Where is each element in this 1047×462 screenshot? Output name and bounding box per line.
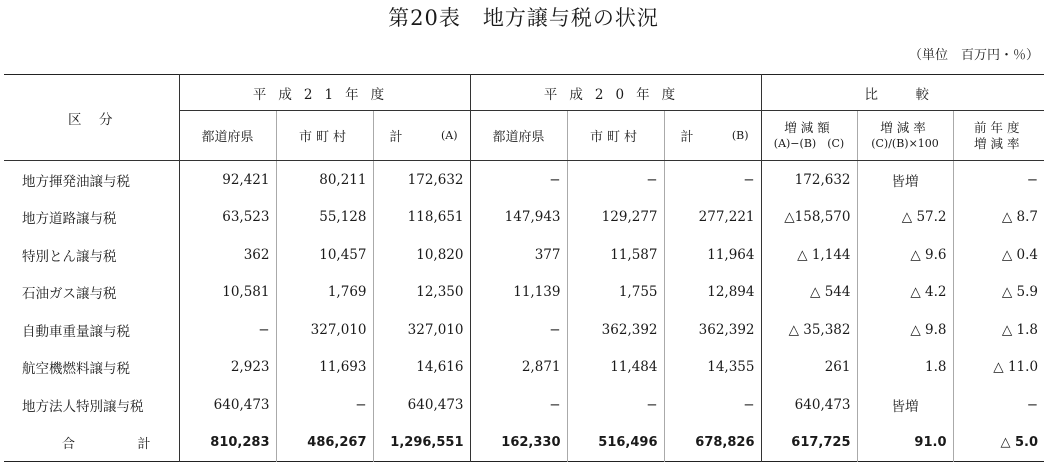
header-rate: 増減率 (C)/(B)×100	[857, 111, 953, 161]
header-h21: 平成21年度	[179, 75, 470, 111]
header-diff: 増減額 (A)−(B) (C)	[761, 111, 857, 161]
header-h20: 平成20年度	[470, 75, 761, 111]
header-prev: 前年度 増減率	[953, 111, 1044, 161]
page-title: 第20表 地方譲与税の状況	[388, 6, 659, 30]
table-row: 航空機燃料譲与税 2,923 11,693 14,616 2,871 11,484 14,355 261 1.8 △ 11.0	[4, 349, 1044, 387]
header-b-city: 市町村	[567, 111, 664, 161]
unit-note: （単位 百万円・％）	[908, 48, 1039, 63]
table-row: 地方道路譲与税 63,523 55,128 118,651 147,943 129,277 277,221 △158,570 △ 57.2 △ 8.7	[4, 199, 1044, 237]
local-transfer-tax-table	[4, 74, 1044, 462]
table-row: 地方法人特別譲与税 640,473 − 640,473 − − − 640,473 皆増 −	[4, 386, 1044, 424]
total-label: 合 計	[62, 436, 151, 452]
table-row: 地方揮発油譲与税 92,421 80,211 172,632 − − − 172,632 皆増 −	[4, 161, 1044, 199]
total-row: 合 計 810,283 486,267 1,296,551 162,330 516,496 678,826 617,725 91.0 △ 5.0	[4, 424, 1044, 462]
header-a-city: 市町村	[276, 111, 373, 161]
table-row: 特別とん譲与税 362 10,457 10,820 377 11,587 11,964 △ 1,144 △ 9.6 △ 0.4	[4, 236, 1044, 274]
header-kubun: 区 分	[4, 75, 179, 161]
header-b-total: 計 (B)	[664, 111, 761, 161]
table-row: 石油ガス譲与税 10,581 1,769 12,350 11,139 1,755 12,894 △ 544 △ 4.2 △ 5.9	[4, 274, 1044, 312]
header-hikaku: 比 較	[761, 75, 1044, 111]
header-a-total: 計 (A)	[373, 111, 470, 161]
header-a-pref: 都道府県	[179, 111, 276, 161]
table-row: 自動車重量譲与税 − 327,010 327,010 − 362,392 362,392 △ 35,382 △ 9.8 △ 1.8	[4, 311, 1044, 349]
header-b-pref: 都道府県	[470, 111, 567, 161]
